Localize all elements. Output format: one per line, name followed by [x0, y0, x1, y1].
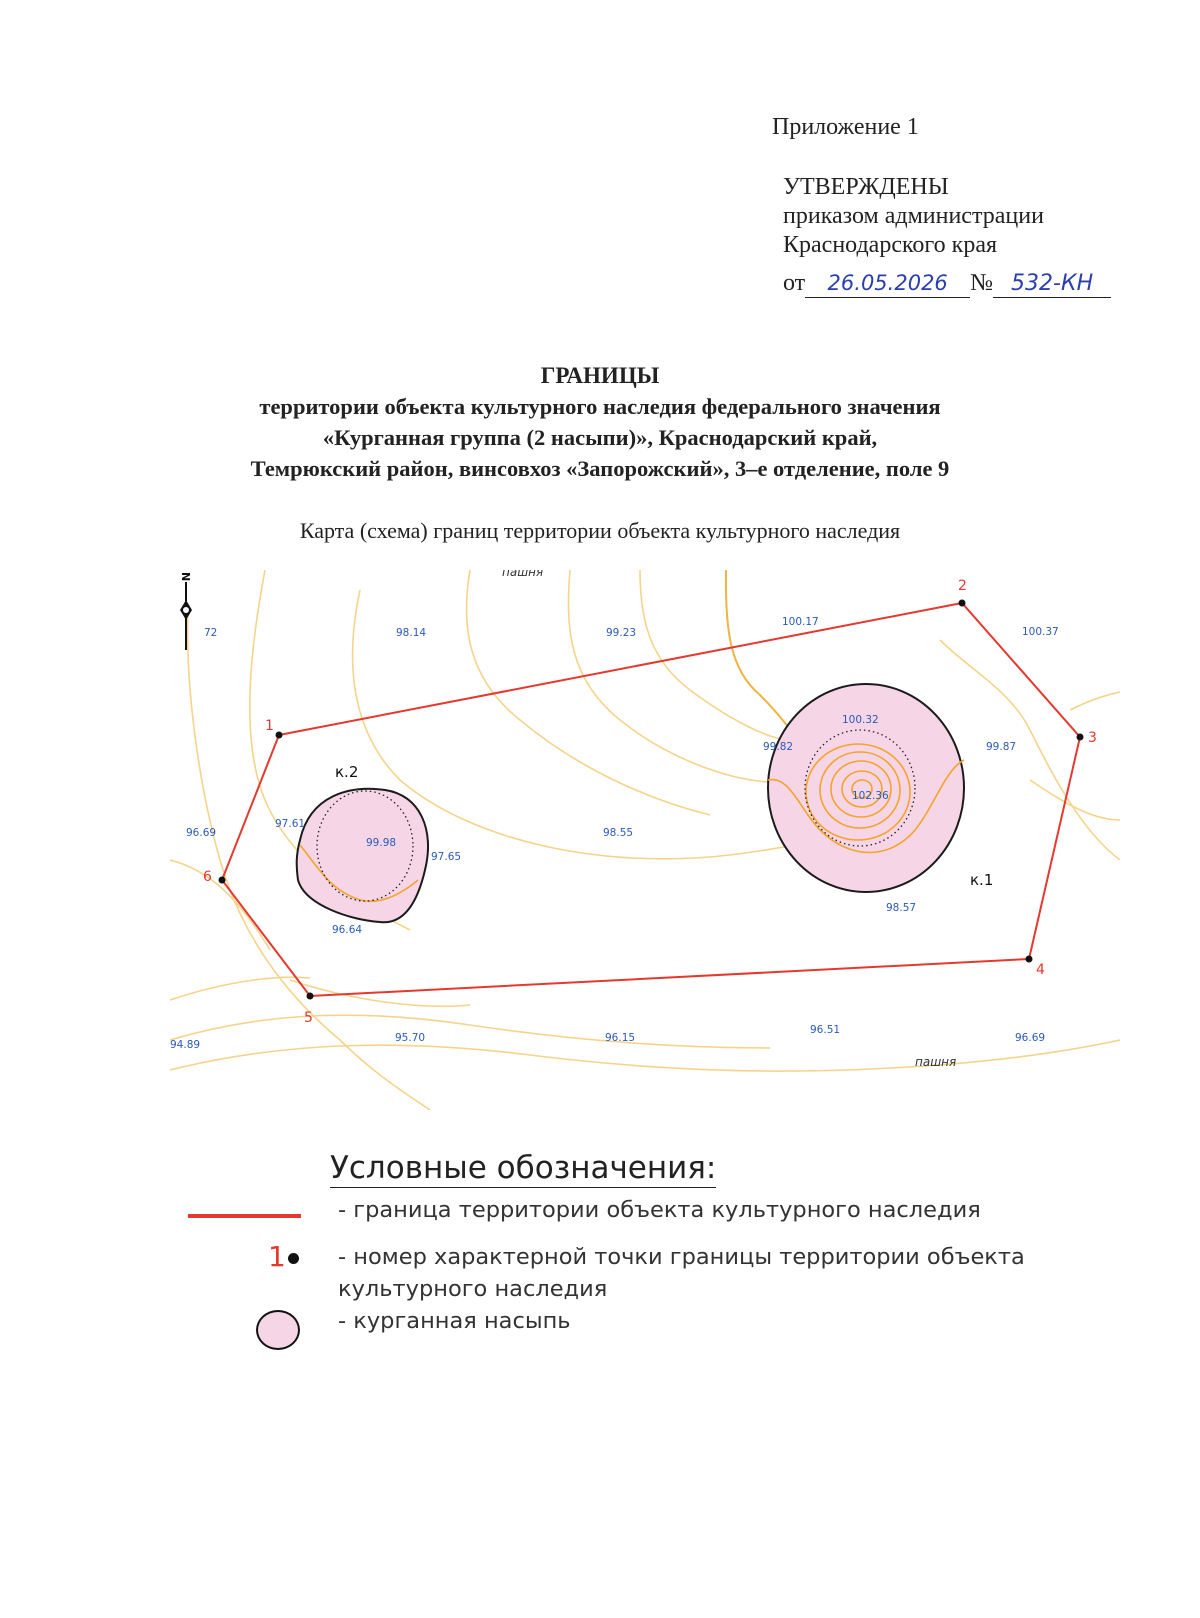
- mound-label: к.1: [970, 871, 994, 889]
- field-label: пашня: [502, 570, 544, 579]
- boundary-map: [170, 570, 1120, 1110]
- elevation-mark: 98.14: [396, 627, 427, 639]
- number-field: [993, 270, 1111, 298]
- elevation-mark: 94.89: [170, 1039, 201, 1051]
- elevation-mark: 97.61: [275, 818, 306, 830]
- elevation-mark: 97.65: [431, 851, 462, 863]
- legend-point-dot-icon: [288, 1253, 299, 1264]
- contour-strong: [726, 570, 800, 745]
- order-line-2: Краснодарского края: [783, 232, 998, 258]
- elevation-mark: 96.15: [605, 1032, 636, 1044]
- point-number: 4: [1036, 962, 1045, 978]
- field-label: пашня: [915, 1055, 957, 1069]
- point-number: 5: [304, 1010, 313, 1026]
- elevation-mark: 99.23: [606, 627, 637, 639]
- number-value: 532-КН: [1011, 271, 1094, 296]
- mound-label: к.2: [335, 763, 359, 781]
- elevation-mark: 95.70: [395, 1032, 426, 1044]
- title-line-1: территории объекта культурного наследия федерального значения: [259, 394, 941, 419]
- elevation-mark: 96.69: [1015, 1032, 1046, 1044]
- elevation-mark: 96.64: [332, 924, 363, 936]
- legend-point-number: 1: [268, 1240, 286, 1273]
- elevation-mark: 100.17: [782, 616, 819, 628]
- appendix-label: Приложение 1: [772, 114, 919, 140]
- order-line-1: приказом администрации: [783, 203, 1044, 229]
- point-number: 6: [203, 869, 212, 885]
- point-number: 2: [958, 578, 967, 594]
- elevation-mark: 96.69: [186, 827, 217, 839]
- elevation-mark: 72: [204, 627, 218, 639]
- elevation-mark: 99.87: [986, 741, 1017, 753]
- document-title: ГРАНИЦЫ: [540, 363, 660, 388]
- map-subtitle: Карта (схема) границ территории объекта культурного наследия: [299, 518, 901, 543]
- elevation-mark: 102.36: [852, 790, 889, 802]
- date-field: [805, 270, 970, 298]
- title-line-3: Темрюкский район, винсовхоз «Запорожский», 3–е отделение, поле 9: [250, 456, 950, 481]
- approval-block: [783, 173, 1044, 260]
- legend-item-point-continued: культурного наследия: [338, 1276, 608, 1302]
- point-number: 1: [265, 718, 274, 734]
- elevation-mark: 99.82: [763, 741, 794, 753]
- mound-k2: [297, 789, 428, 922]
- elevation-mark: 98.55: [603, 827, 634, 839]
- legend-mound-swatch-icon: [256, 1310, 300, 1350]
- north-arrow-icon: [179, 572, 192, 650]
- elevation-mark: 98.57: [886, 902, 917, 914]
- title-line-2: «Курганная группа (2 насыпи)», Краснодарский край,: [322, 425, 878, 450]
- legend-item-point: - номер характерной точки границы территории объекта: [338, 1244, 1025, 1270]
- date-number-line: [783, 270, 1111, 298]
- point-number: 3: [1088, 730, 1097, 746]
- legend-item-boundary: - граница территории объекта культурного наследия: [338, 1197, 981, 1223]
- date-value: 26.05.2026: [827, 271, 948, 295]
- elevation-mark: 99.98: [366, 837, 397, 849]
- elevation-mark: 100.37: [1022, 626, 1059, 638]
- north-label: N: [179, 572, 192, 582]
- legend-title: Условные обозначения:: [330, 1150, 717, 1186]
- number-prefix: №: [970, 270, 994, 296]
- legend-boundary-swatch: [188, 1214, 301, 1218]
- approved-heading: УТВЕРЖДЕНЫ: [783, 174, 949, 200]
- elevation-mark: 100.32: [842, 714, 879, 726]
- date-prefix: от: [783, 270, 806, 296]
- legend-item-mound: - курганная насыпь: [338, 1308, 571, 1334]
- elevation-mark: 96.51: [810, 1024, 841, 1036]
